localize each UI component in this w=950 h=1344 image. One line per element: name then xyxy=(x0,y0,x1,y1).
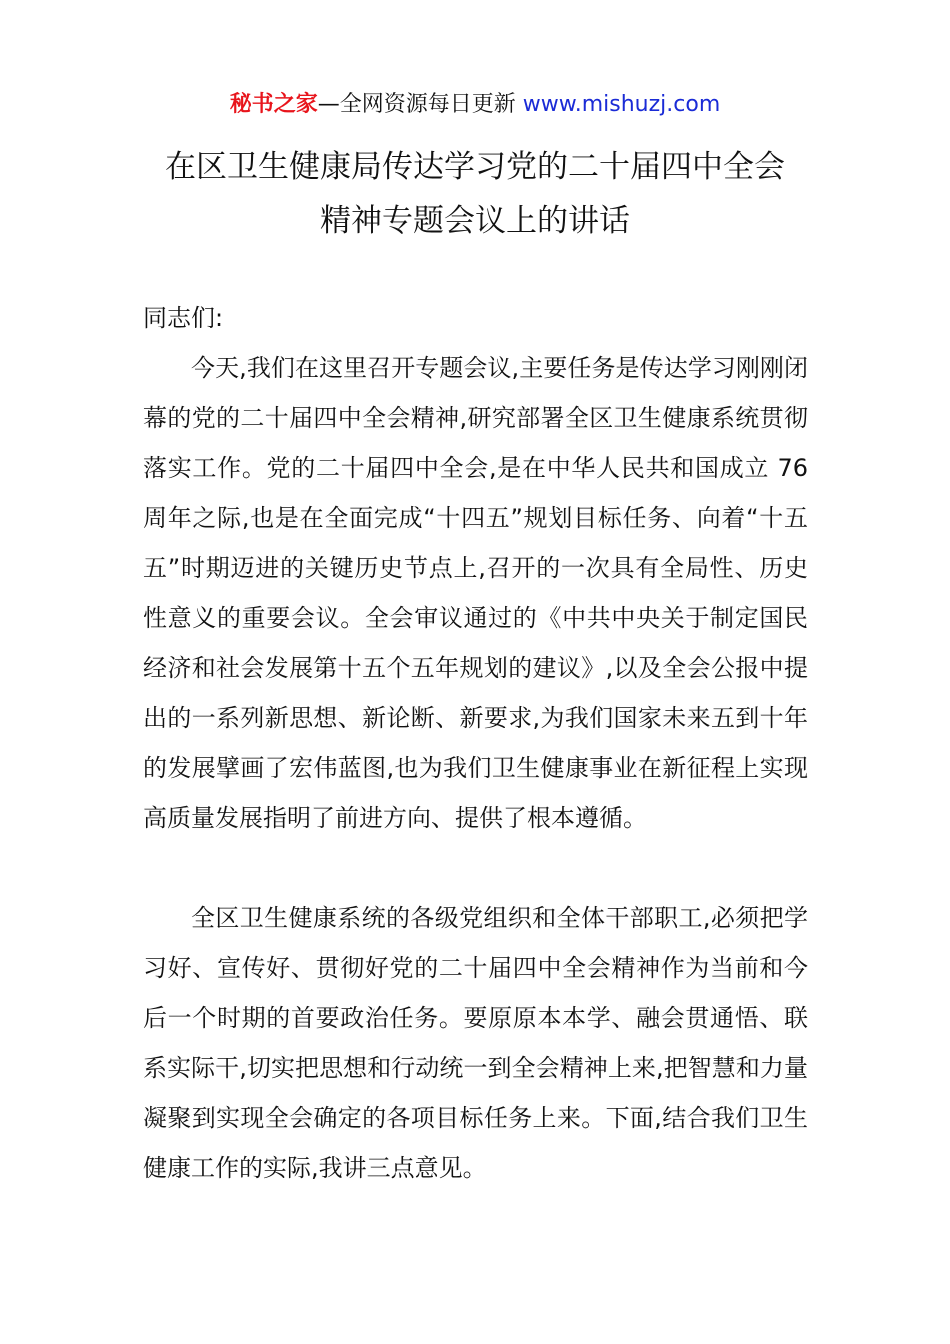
title-line-1: 在区卫生健康局传达学习党的二十届四中全会 xyxy=(165,149,785,185)
salutation: 同志们: xyxy=(143,304,224,332)
document-title xyxy=(100,140,850,248)
site-tagline: —全网资源每日更新 xyxy=(317,92,523,117)
paragraph-1: 今天,我们在这里召开专题会议,主要任务是传达学习刚刚闭幕的党的二十届四中全会精神,研究部署全区卫生健康系统贯彻落实工作。党的二十届四中全会,是在中华人民共和国成立 76 周年之际,也是在全面完成“十四五”规划目标任务、向着“十五五”时期迈进的关键历史节点上,召开的一次具有全局性、历史性意义的重要会议。全会审议通过的《中共中央关于制定国民经济和社会发展第十五个五年规划的建议》,以及全会公报中提出的一系列新思想、新论断、新要求,为我们国家未来五到十年的发展擘画了宏伟蓝图,也为我们卫生健康事业在新征程上实现高质量发展指明了前进方向、提供了根本遵循。 xyxy=(143,354,808,832)
site-url-link[interactable]: www.mishuzj.com xyxy=(522,92,721,117)
brand-name: 秘书之家 xyxy=(229,92,318,117)
title-line-2: 精神专题会议上的讲话 xyxy=(320,203,630,239)
paragraph-2: 全区卫生健康系统的各级党组织和全体干部职工,必须把学习好、宣传好、贯彻好党的二十届四中全会精神作为当前和今后一个时期的首要政治任务。要原原本本学、融会贯通悟、联系实际干,切实把思想和行动统一到全会精神上来,把智慧和力量凝聚到实现全会确定的各项目标任务上来。下面,结合我们卫生健康工作的实际,我讲三点意见。 xyxy=(143,904,808,1182)
site-header xyxy=(0,88,950,122)
